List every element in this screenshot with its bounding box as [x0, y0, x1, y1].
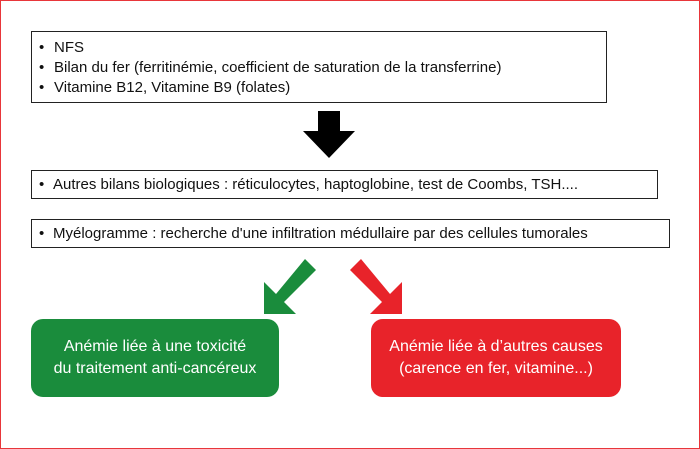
outcome-line: Anémie liée à une toxicité	[63, 338, 247, 355]
other-causes-outcome	[371, 319, 621, 397]
myelogram-box	[31, 219, 670, 248]
outcome-line: (carence en fer, vitamine...)	[399, 360, 593, 377]
list-item: • NFS	[39, 38, 606, 58]
list-item: • Vitamine B12, Vitamine B9 (folates)	[39, 78, 606, 98]
treatment-toxicity-outcome	[31, 319, 279, 397]
bullet: •	[39, 176, 45, 193]
other-tests-box	[31, 170, 658, 199]
other-tests-text: Autres bilans biologiques : réticulocytes, haptoglobine, test de Coombs, TSH....	[53, 176, 579, 193]
list-item: • Bilan du fer (ferritinémie, coefficient de saturation de la transferrine)	[39, 58, 606, 78]
green-arrow-icon	[264, 259, 316, 314]
outcome-line: du traitement anti-cancéreux	[53, 360, 257, 377]
outcome-line: Anémie liée à d’autres causes	[389, 338, 603, 355]
red-arrow-icon	[350, 259, 402, 314]
bullet: •	[39, 225, 45, 242]
myelogram-text: Myélogramme : recherche d'une infiltration médullaire par des cellules tumorales	[53, 225, 588, 242]
down-arrow-icon	[303, 111, 355, 158]
